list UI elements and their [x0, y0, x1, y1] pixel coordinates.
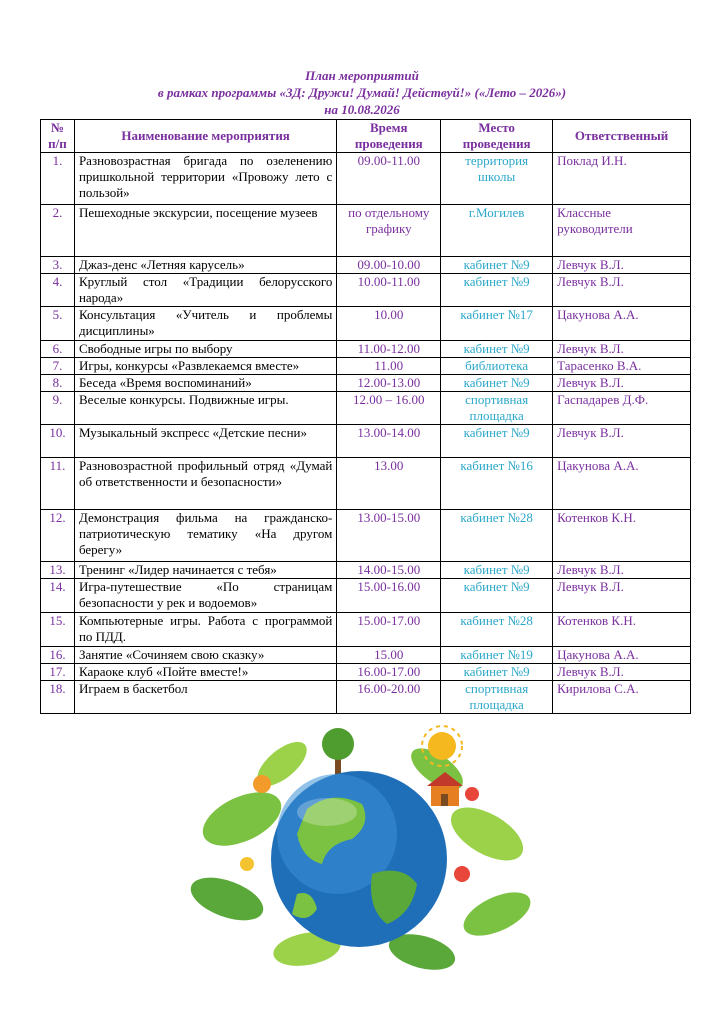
row-name: Караоке клуб «Пойте вместе!»: [74, 664, 336, 681]
row-place: кабинет №9: [441, 425, 553, 458]
row-resp: Левчук В.Л.: [553, 664, 691, 681]
row-time: 10.00-11.00: [337, 274, 441, 307]
table-row: [41, 341, 691, 358]
row-place: г.Могилев: [441, 205, 553, 257]
row-name: Пешеходные экскурсии, посещение музеев: [74, 205, 336, 257]
row-name: Тренинг «Лидер начинается с тебя»: [74, 562, 336, 579]
row-place: кабинет №17: [441, 307, 553, 341]
row-num: 11.: [41, 458, 75, 510]
title-line-1: План мероприятий: [305, 68, 419, 83]
row-resp: Левчук В.Л.: [553, 562, 691, 579]
row-resp: Гаспадарев Д.Ф.: [553, 392, 691, 425]
row-resp: Классные руководители: [553, 205, 691, 257]
row-resp: Цакунова А.А.: [553, 307, 691, 341]
row-place: кабинет №19: [441, 647, 553, 664]
table-header-row: [41, 120, 691, 153]
row-place: кабинет №9: [441, 664, 553, 681]
row-name: Свободные игры по выбору: [74, 341, 336, 358]
row-time: 13.00-14.00: [337, 425, 441, 458]
row-name: Игра-путешествие «По страницам безопасности у рек и водоемов»: [74, 579, 336, 613]
row-name: Музыкальный экспресс «Детские песни»: [74, 425, 336, 458]
row-time: 11.00: [337, 358, 441, 375]
row-place: кабинет №9: [441, 562, 553, 579]
row-name: Круглый стол «Традиции белорусского народа»: [74, 274, 336, 307]
row-place: спортивная площадка: [441, 392, 553, 425]
row-name: Играем в баскетбол: [74, 681, 336, 714]
row-num: 14.: [41, 579, 75, 613]
row-resp: Левчук В.Л.: [553, 341, 691, 358]
row-place: кабинет №28: [441, 613, 553, 647]
row-name: Демонстрация фильма на гражданско-патриотическую тематику «На другом берегу»: [74, 510, 336, 562]
table-row: [41, 375, 691, 392]
row-num: 8.: [41, 375, 75, 392]
row-time: 15.00: [337, 647, 441, 664]
row-resp: Левчук В.Л.: [553, 375, 691, 392]
table-row: [41, 664, 691, 681]
row-place: территория школы: [441, 153, 553, 205]
row-num: 7.: [41, 358, 75, 375]
row-time: 16.00-20.00: [337, 681, 441, 714]
row-resp: Котенков К.Н.: [553, 510, 691, 562]
table-row: [41, 458, 691, 510]
row-resp: Тарасенко В.А.: [553, 358, 691, 375]
row-num: 18.: [41, 681, 75, 714]
row-name: Занятие «Сочиняем свою сказку»: [74, 647, 336, 664]
title-line-3: на 10.08.2026: [324, 102, 400, 117]
row-time: 11.00-12.00: [337, 341, 441, 358]
row-name: Беседа «Время воспоминаний»: [74, 375, 336, 392]
table-row: [41, 358, 691, 375]
row-resp: Левчук В.Л.: [553, 579, 691, 613]
row-num: 6.: [41, 341, 75, 358]
header-time: Время проведения: [337, 120, 441, 153]
row-place: кабинет №9: [441, 579, 553, 613]
eco-globe-illustration: [187, 724, 532, 974]
row-name: Компьютерные игры. Работа с программой по ПДД.: [74, 613, 336, 647]
row-name: Консультация «Учитель и проблемы дисциплины»: [74, 307, 336, 341]
row-num: 13.: [41, 562, 75, 579]
row-place: кабинет №28: [441, 510, 553, 562]
tree-icon: [322, 728, 354, 776]
table-row: [41, 510, 691, 562]
row-num: 12.: [41, 510, 75, 562]
row-resp: Котенков К.Н.: [553, 613, 691, 647]
row-time: 13.00-15.00: [337, 510, 441, 562]
table-row: [41, 274, 691, 307]
table-row: [41, 579, 691, 613]
row-time: 12.00 – 16.00: [337, 392, 441, 425]
row-place: спортивная площадка: [441, 681, 553, 714]
row-time: 15.00-16.00: [337, 579, 441, 613]
row-resp: Левчук В.Л.: [553, 274, 691, 307]
row-place: кабинет №16: [441, 458, 553, 510]
row-num: 15.: [41, 613, 75, 647]
row-time: 15.00-17.00: [337, 613, 441, 647]
row-time: 14.00-15.00: [337, 562, 441, 579]
row-resp: Кирилова С.А.: [553, 681, 691, 714]
header-resp: Ответственный: [553, 120, 691, 153]
table-row: [41, 205, 691, 257]
row-time: 13.00: [337, 458, 441, 510]
row-place: библиотека: [441, 358, 553, 375]
row-time: 16.00-17.00: [337, 664, 441, 681]
table-row: [41, 562, 691, 579]
table-row: [41, 257, 691, 274]
row-time: 12.00-13.00: [337, 375, 441, 392]
table-row: [41, 153, 691, 205]
row-resp: Левчук В.Л.: [553, 257, 691, 274]
row-place: кабинет №9: [441, 274, 553, 307]
row-num: 2.: [41, 205, 75, 257]
row-num: 3.: [41, 257, 75, 274]
row-num: 9.: [41, 392, 75, 425]
row-num: 5.: [41, 307, 75, 341]
row-name: Джаз-денс «Летняя карусель»: [74, 257, 336, 274]
row-time: 09.00-11.00: [337, 153, 441, 205]
header-name: Наименование мероприятия: [74, 120, 336, 153]
table-row: [41, 647, 691, 664]
row-resp: Цакунова А.А.: [553, 647, 691, 664]
table-row: [41, 425, 691, 458]
header-place: Место проведения: [441, 120, 553, 153]
row-num: 17.: [41, 664, 75, 681]
events-table: [40, 119, 691, 714]
row-time: 10.00: [337, 307, 441, 341]
row-place: кабинет №9: [441, 257, 553, 274]
row-num: 16.: [41, 647, 75, 664]
row-place: кабинет №9: [441, 341, 553, 358]
row-time: по отдельному графику: [337, 205, 441, 257]
row-name: Игры, конкурсы «Развлекаемся вместе»: [74, 358, 336, 375]
document-title: [0, 67, 724, 118]
table-row: [41, 392, 691, 425]
row-resp: Цакунова А.А.: [553, 458, 691, 510]
row-name: Разновозрастная бригада по озеленению пришкольной территории «Провожу лето с пользой»: [74, 153, 336, 205]
row-resp: Поклад И.Н.: [553, 153, 691, 205]
row-time: 09.00-10.00: [337, 257, 441, 274]
row-place: кабинет №9: [441, 375, 553, 392]
title-line-2: в рамках программы «3Д: Дружи! Думай! Действуй!» («Лето – 2026»): [157, 85, 567, 100]
row-name: Веселые конкурсы. Подвижные игры.: [74, 392, 336, 425]
table-row: [41, 307, 691, 341]
globe-icon: [271, 771, 447, 947]
table-row: [41, 681, 691, 714]
row-num: 10.: [41, 425, 75, 458]
row-name: Разновозрастной профильный отряд «Думай об ответственности и безопасности»: [74, 458, 336, 510]
row-resp: Левчук В.Л.: [553, 425, 691, 458]
row-num: 4.: [41, 274, 75, 307]
table-row: [41, 613, 691, 647]
row-num: 1.: [41, 153, 75, 205]
header-num: № п/п: [41, 120, 75, 153]
